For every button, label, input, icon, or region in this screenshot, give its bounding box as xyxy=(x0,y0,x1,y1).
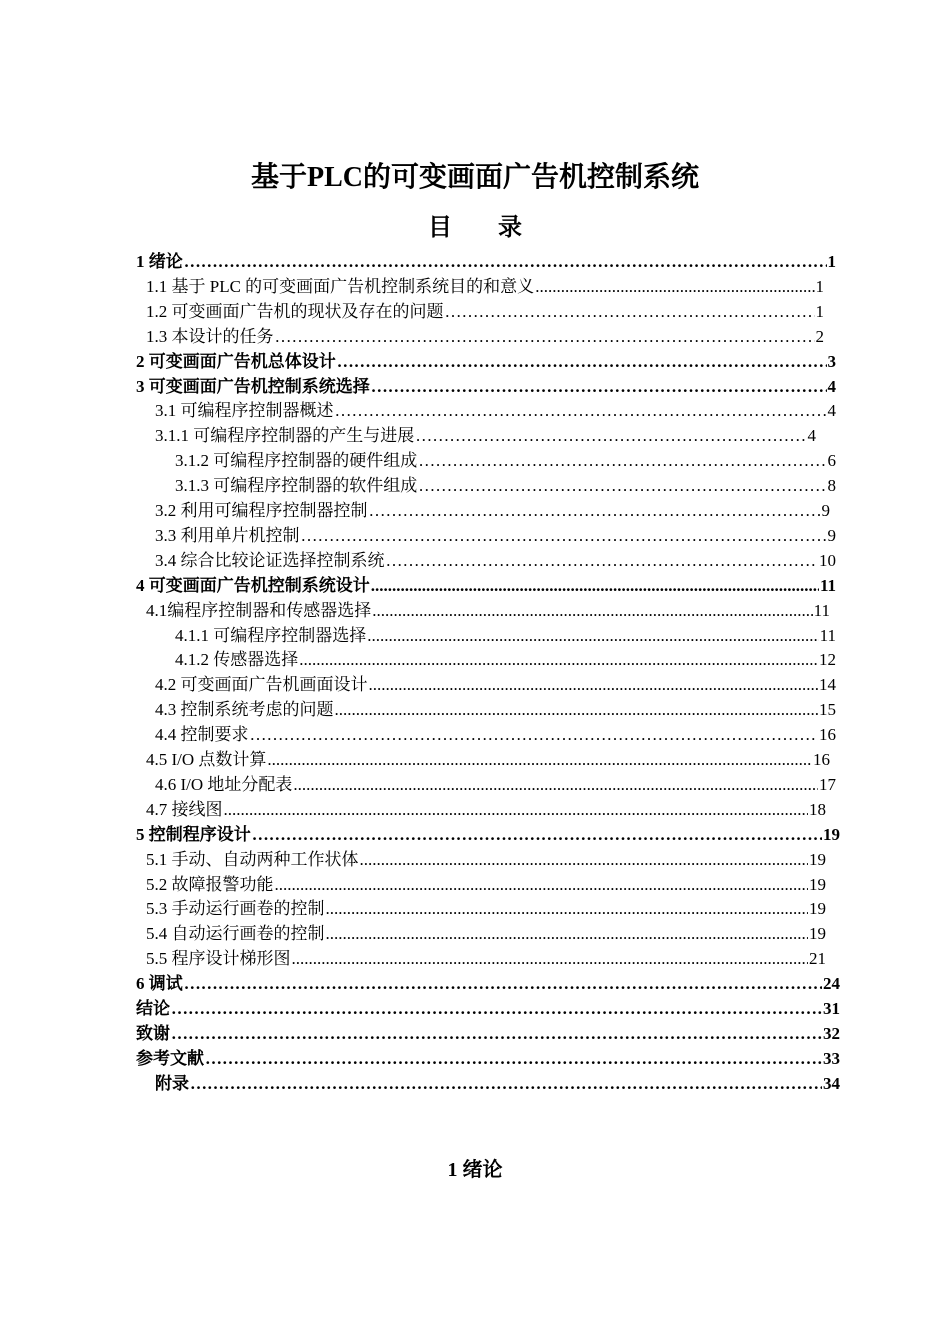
toc-entry-label: 4.1编程序控制器和传感器选择 xyxy=(146,600,372,620)
toc-entry-label: 结论 xyxy=(136,999,170,1018)
toc-entry-label: 2 可变画面广告机总体设计 xyxy=(136,351,336,371)
toc-entry-label: 1.3 本设计的任务 xyxy=(146,326,274,346)
toc-entry[interactable] xyxy=(136,374,836,398)
toc-entry-page-number: 10 xyxy=(819,550,836,570)
toc-dot-leader xyxy=(184,251,827,273)
toc-entry[interactable] xyxy=(155,772,836,796)
toc-dot-leader xyxy=(335,699,819,721)
toc-dot-leader xyxy=(205,1048,822,1070)
toc-entry[interactable] xyxy=(155,672,836,696)
toc-entry[interactable] xyxy=(155,697,836,721)
toc-entry[interactable] xyxy=(146,872,826,896)
toc-dot-leader xyxy=(367,625,818,647)
toc-heading xyxy=(0,207,950,242)
toc-entry-page-number: 1 xyxy=(827,252,836,271)
toc-entry-label: 参考文献 xyxy=(136,1048,204,1068)
toc-entry-page-number: 11 xyxy=(813,600,830,620)
toc-entry[interactable] xyxy=(146,847,826,871)
toc-entry-label: 5.5 程序设计梯形图 xyxy=(146,949,291,969)
toc-entry[interactable] xyxy=(146,747,830,771)
toc-entry[interactable] xyxy=(155,523,836,547)
toc-dot-leader xyxy=(299,649,818,671)
toc-entry-page-number: 12 xyxy=(819,650,836,670)
toc-dot-leader xyxy=(275,326,815,348)
toc-entry-page-number: 18 xyxy=(809,799,826,819)
toc-entry-page-number: 34 xyxy=(823,1073,840,1093)
toc-entry[interactable] xyxy=(155,423,816,447)
toc-entry-page-number: 3 xyxy=(827,351,836,371)
toc-entry-page-number: 33 xyxy=(823,1048,840,1068)
toc-dot-leader xyxy=(445,301,815,323)
toc-dot-leader xyxy=(171,1023,822,1045)
toc-entry-label: 附录 xyxy=(155,1073,189,1093)
toc-entry-label: 4.2 可变画面广告机画面设计 xyxy=(155,675,368,695)
toc-entry-label: 1 绪论 xyxy=(136,252,183,271)
toc-dot-leader xyxy=(386,550,819,572)
toc-entry[interactable] xyxy=(146,797,826,821)
toc-entry-label: 致谢 xyxy=(136,1023,170,1043)
toc-entry[interactable] xyxy=(146,946,826,970)
toc-entry[interactable] xyxy=(136,249,836,273)
toc-dot-leader xyxy=(190,1073,822,1095)
toc-entry-label: 5.4 自动运行画卷的控制 xyxy=(146,924,325,944)
toc-dot-leader xyxy=(250,724,819,746)
toc-entry-page-number: 19 xyxy=(809,874,826,894)
toc-dot-leader xyxy=(292,948,809,970)
toc-heading-char-1: 目 xyxy=(428,215,452,241)
toc-entry-label: 4 可变画面广告机控制系统设计 xyxy=(136,575,370,595)
toc-entry-page-number: 9 xyxy=(821,501,830,520)
toc-entry[interactable] xyxy=(155,548,836,572)
toc-entry-label: 3 可变画面广告机控制系统选择 xyxy=(136,376,370,396)
toc-entry-page-number: 11 xyxy=(819,575,836,595)
toc-entry-label: 3.2 利用可编程序控制器控制 xyxy=(155,501,368,520)
toc-entry[interactable] xyxy=(155,1071,840,1095)
toc-entry[interactable] xyxy=(136,573,836,597)
toc-entry-page-number: 2 xyxy=(815,326,824,346)
toc-dot-leader xyxy=(360,849,809,871)
toc-entry-label: 4.7 接线图 xyxy=(146,799,223,819)
toc-dot-leader xyxy=(535,276,814,298)
toc-dot-leader xyxy=(275,874,809,896)
toc-entry-label: 6 调试 xyxy=(136,974,183,994)
document-title: 基于PLC的可变画面广告机控制系统 xyxy=(250,162,699,193)
toc-entry[interactable] xyxy=(146,598,830,622)
toc-entry[interactable] xyxy=(146,324,824,348)
toc-entry[interactable] xyxy=(136,349,836,373)
toc-entry-label: 4.5 I/O 点数计算 xyxy=(146,750,267,769)
toc-entry-page-number: 16 xyxy=(813,750,830,769)
toc-dot-leader xyxy=(252,824,822,846)
toc-entry[interactable] xyxy=(136,1021,840,1045)
toc-dot-leader xyxy=(335,400,827,422)
toc-dot-leader xyxy=(224,799,809,821)
toc-entry[interactable] xyxy=(155,398,836,422)
toc-entry-page-number: 4 xyxy=(827,376,836,396)
toc-dot-leader xyxy=(301,525,827,547)
toc-dot-leader xyxy=(415,425,806,447)
toc-entry-label: 4.1.2 传感器选择 xyxy=(175,650,299,670)
toc-entry-page-number: 19 xyxy=(809,899,826,919)
toc-entry[interactable] xyxy=(175,473,836,497)
toc-entry-label: 3.1.3 可编程序控制器的软件组成 xyxy=(175,476,418,496)
toc-entry-label: 5.2 故障报警功能 xyxy=(146,874,274,894)
toc-dot-leader xyxy=(293,774,818,796)
toc-dot-leader xyxy=(369,500,821,522)
toc-entry-label: 3.1 可编程序控制器概述 xyxy=(155,401,334,421)
toc-entry-page-number: 16 xyxy=(819,725,836,745)
toc-entry-label: 4.4 控制要求 xyxy=(155,725,249,745)
toc-entry-page-number: 14 xyxy=(819,675,836,695)
toc-entry-page-number: 15 xyxy=(819,700,836,720)
toc-dot-leader xyxy=(326,923,809,945)
toc-entry-label: 3.1.2 可编程序控制器的硬件组成 xyxy=(175,451,418,471)
toc-entry[interactable] xyxy=(175,448,836,472)
toc-entry[interactable] xyxy=(136,971,840,995)
toc-entry[interactable] xyxy=(146,299,824,323)
toc-entry[interactable] xyxy=(146,921,826,945)
toc-entry-label: 4.3 控制系统考虑的问题 xyxy=(155,700,334,720)
toc-entry-label: 4.1.1 可编程序控制器选择 xyxy=(175,625,367,645)
toc-entry-page-number: 19 xyxy=(823,824,840,844)
toc-entry-page-number: 31 xyxy=(823,999,840,1018)
toc-entry-page-number: 19 xyxy=(809,924,826,944)
toc-entry[interactable] xyxy=(155,722,836,746)
section-heading: 1 绪论 xyxy=(447,1159,503,1181)
toc-dot-leader xyxy=(418,450,826,472)
toc-entry-page-number: 19 xyxy=(809,849,826,869)
toc-entry-page-number: 32 xyxy=(823,1023,840,1043)
toc-dot-leader xyxy=(371,575,819,597)
toc-entry-label: 5.3 手动运行画卷的控制 xyxy=(146,899,325,919)
toc-entry[interactable] xyxy=(136,1046,840,1070)
toc-dot-leader xyxy=(326,898,809,920)
toc-heading-char-2: 录 xyxy=(498,215,522,241)
toc-entry[interactable] xyxy=(175,647,836,671)
toc-entry-page-number: 24 xyxy=(823,974,840,994)
toc-entry-page-number: 8 xyxy=(827,476,836,496)
toc-entry-label: 4.6 I/O 地址分配表 xyxy=(155,774,293,794)
toc-dot-leader xyxy=(171,998,822,1020)
toc-entry-page-number: 9 xyxy=(827,525,836,545)
toc-entry-label: 1.1 基于 PLC 的可变画面广告机控制系统目的和意义 xyxy=(146,276,535,296)
toc-entry-page-number: 11 xyxy=(819,625,836,645)
toc-entry-page-number: 6 xyxy=(827,451,836,471)
toc-entry-page-number: 1 xyxy=(815,276,824,296)
toc-entry[interactable] xyxy=(155,498,830,522)
toc-entry-page-number: 21 xyxy=(809,949,826,969)
toc-entry-label: 3.3 利用单片机控制 xyxy=(155,525,300,545)
toc-entry[interactable] xyxy=(136,822,840,846)
toc-dot-leader xyxy=(372,600,812,622)
toc-dot-leader xyxy=(267,749,812,771)
toc-dot-leader xyxy=(337,351,827,373)
toc-entry-label: 3.4 综合比较论证选择控制系统 xyxy=(155,550,385,570)
toc-dot-leader xyxy=(369,674,819,696)
toc-entry-page-number: 1 xyxy=(815,301,824,321)
toc-dot-leader xyxy=(371,376,827,398)
toc-entry-page-number: 4 xyxy=(807,426,816,446)
toc-entry[interactable] xyxy=(175,623,836,647)
toc-entry-label: 5 控制程序设计 xyxy=(136,824,251,844)
toc-entry-page-number: 17 xyxy=(819,774,836,794)
toc-entry-label: 5.1 手动、自动两种工作状体 xyxy=(146,849,359,869)
toc-entry[interactable] xyxy=(146,896,826,920)
toc-entry-label: 3.1.1 可编程序控制器的产生与进展 xyxy=(155,426,415,446)
toc-dot-leader xyxy=(184,973,822,995)
toc-entry[interactable] xyxy=(146,274,824,298)
toc-entry[interactable] xyxy=(136,996,840,1020)
toc-dot-leader xyxy=(418,475,826,497)
toc-entry-page-number: 4 xyxy=(827,401,836,421)
toc-entry-label: 1.2 可变画面广告机的现状及存在的问题 xyxy=(146,301,444,321)
